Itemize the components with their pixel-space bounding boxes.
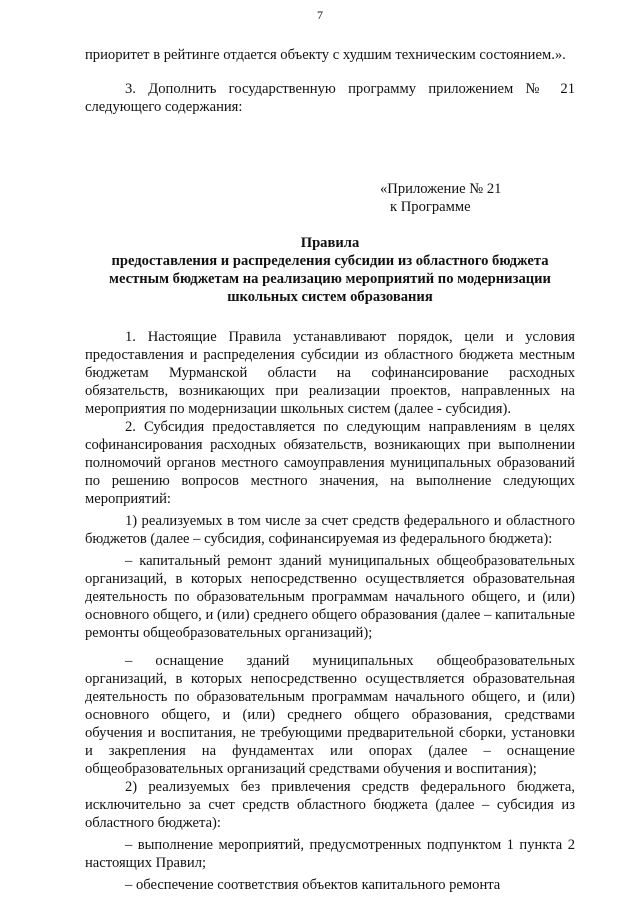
dash-item-capital-repair: – капитальный ремонт зданий муниципальных общеобразовательных организаций, в которых непосредственно осуществляется образовательная деятельность по образовательным программам начального общего, и (или) основного общего, и (или) среднего общего образования (далее – капитальные ремонты общеобразовательных организаций); [85,553,575,641]
paragraph-item-2: 2. Субсидия предоставляется по следующим направлениям в целях софинансирования расходных обязательств, возникающих при выполнении полномочий органов местного самоуправления муниципальных образований по решению вопросов местного значения, на выполнение следующих мероприятий: [85,419,575,507]
document-body [85,46,575,894]
rules-title [85,234,575,306]
rules-heading: Правила [300,235,360,251]
appendix-number: «Приложение № 21 [380,181,502,197]
dash-item-measures: – выполнение мероприятий, предусмотренных подпунктом 1 пункта 2 настоящих Правил; [85,837,575,871]
paragraph-continuation: приоритет в рейтинге отдается объекту с худшим техническим состоянием.». [85,47,566,63]
dash-item-equipment: – оснащение зданий муниципальных общеобразовательных организаций, в которых непосредственно осуществляется образовательная деятельность по образовательным программам начального общего, и (или) основного общего, и (или) среднего общего образования, средствами обучения и воспитания, не требующими предварительной сборки, установки и закрепления на фундаментах или опорах (далее – оснащение общеобразовательных организаций средствами обучения и воспитания); [85,653,575,777]
appendix-reference [380,180,580,216]
paragraph-amendment: 3. Дополнить государственную программу приложением № 21 следующего содержания: [85,81,575,115]
appendix-program: к Программе [390,199,471,215]
dash-item-compliance: – обеспечение соответствия объектов капитального ремонта [125,877,501,893]
paragraph-item-1: 1. Настоящие Правила устанавливают порядок, цели и условия предоставления и распределения субсидии из областного бюджета местным бюджетам Мурманской области на софинансирование расходных обязательств, возникающих при реализации проектов, направленных на мероприятия по модернизации школьных систем (далее - субсидия). [85,329,575,417]
paragraph-subitem-2: 2) реализуемых без привлечения средств федерального бюджета, исключительно за счет средств областного бюджета (далее – субсидия из областного бюджета): [85,779,575,831]
rules-subtitle: предоставления и распределения субсидии из областного бюджета местным бюджетам на реализацию мероприятий по модернизации школьных систем образования [109,253,551,305]
paragraph-subitem-1: 1) реализуемых в том числе за счет средств федерального и областного бюджетов (далее – субсидия, софинансируемая из федерального бюджета): [85,513,575,547]
page-number: 7 [317,8,323,22]
